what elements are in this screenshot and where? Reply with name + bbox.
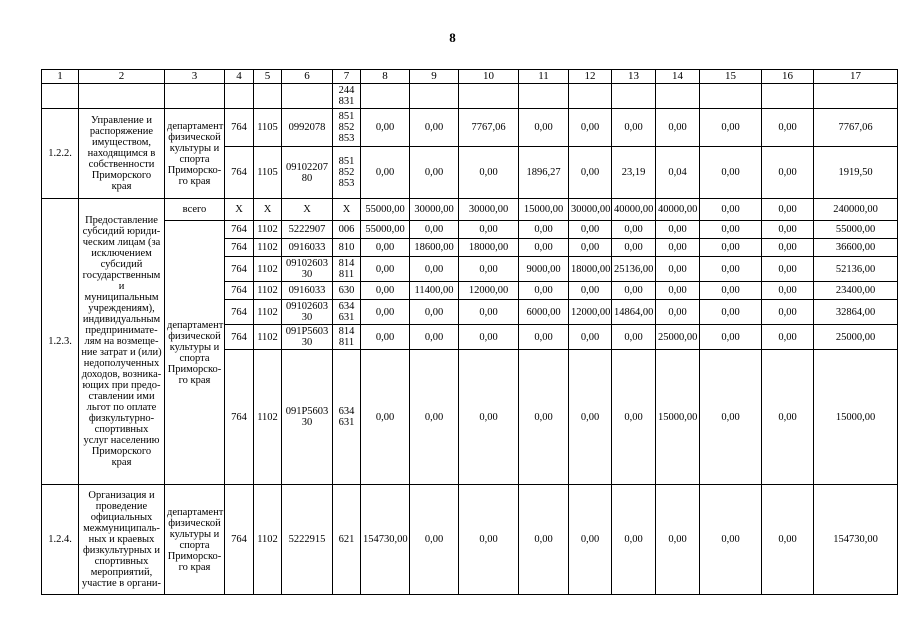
executor-cell: департамент физической культуры и спорта Приморско-го края	[165, 109, 225, 199]
kvr-code-cell: 006	[333, 221, 361, 239]
amount-cell: 0,00	[361, 282, 410, 300]
amount-cell: 0,00	[612, 109, 656, 147]
amount-cell: 0,00	[762, 325, 814, 350]
amount-cell: 0,00	[361, 350, 410, 485]
column-header: 2	[79, 70, 165, 84]
amount-cell: 0,00	[700, 221, 762, 239]
amount-cell: 0,00	[656, 109, 700, 147]
amount-cell: 0,00	[656, 300, 700, 325]
empty-cell	[225, 84, 254, 109]
amount-cell: 0,00	[656, 485, 700, 595]
amount-cell: 0,00	[519, 325, 569, 350]
kcsr-code-cell: 0910220780	[282, 147, 333, 199]
section-code-cell: 1102	[254, 485, 282, 595]
empty-cell	[656, 84, 700, 109]
column-header: 12	[569, 70, 612, 84]
amount-cell: 154730,00	[814, 485, 898, 595]
amount-cell: 0,00	[762, 147, 814, 199]
column-header: 4	[225, 70, 254, 84]
amount-cell: 11400,00	[410, 282, 459, 300]
empty-cell	[459, 84, 519, 109]
amount-cell: 0,00	[612, 325, 656, 350]
kvr-code-cell: 814 811	[333, 325, 361, 350]
amount-cell: 0,00	[612, 350, 656, 485]
grbs-code-cell: 764	[225, 257, 254, 282]
column-header: 3	[165, 70, 225, 84]
row-index: 1.2.4.	[42, 485, 79, 595]
amount-cell: 23400,00	[814, 282, 898, 300]
section-code-cell: 1102	[254, 350, 282, 485]
section-code-cell: X	[254, 199, 282, 221]
grbs-code-cell: 764	[225, 221, 254, 239]
amount-cell: 0,00	[361, 109, 410, 147]
amount-cell: 0,00	[656, 221, 700, 239]
amount-cell: 0,00	[410, 147, 459, 199]
amount-cell: 0,00	[700, 109, 762, 147]
budget-table	[41, 69, 898, 595]
kcsr-code-cell: 5222907	[282, 221, 333, 239]
column-header: 8	[361, 70, 410, 84]
grbs-code-cell: 764	[225, 109, 254, 147]
grbs-code-cell: 764	[225, 350, 254, 485]
amount-cell: 0,00	[410, 350, 459, 485]
amount-cell: 0,00	[410, 300, 459, 325]
amount-cell: 7767,06	[459, 109, 519, 147]
amount-cell: 55000,00	[814, 221, 898, 239]
continuation-row	[42, 84, 898, 109]
column-header: 1	[42, 70, 79, 84]
table-row	[42, 109, 898, 147]
empty-cell	[814, 84, 898, 109]
amount-cell: 36600,00	[814, 239, 898, 257]
column-header: 5	[254, 70, 282, 84]
amount-cell: 0,00	[569, 221, 612, 239]
measure-name: Организация и проведение официальных межмуниципаль-ных и краевых физкультурных и спортивных мероприятий, участие в органи-	[79, 485, 165, 595]
column-header: 15	[700, 70, 762, 84]
amount-cell: 0,00	[612, 221, 656, 239]
amount-cell: 0,00	[762, 485, 814, 595]
amount-cell: 0,00	[569, 325, 612, 350]
column-header: 6	[282, 70, 333, 84]
amount-cell: 0,00	[700, 485, 762, 595]
amount-cell: 0,00	[361, 239, 410, 257]
amount-cell: 0,00	[656, 282, 700, 300]
table-row	[42, 485, 898, 595]
grbs-code-cell: 764	[225, 282, 254, 300]
empty-cell	[79, 84, 165, 109]
empty-cell	[612, 84, 656, 109]
kcsr-code-cell: 0910260330	[282, 257, 333, 282]
amount-cell: 0,00	[700, 257, 762, 282]
amount-cell: 15000,00	[519, 199, 569, 221]
kcsr-code-cell: 0910260330	[282, 300, 333, 325]
kvr-code-cell: X	[333, 199, 361, 221]
executor-total-label: всего	[165, 199, 225, 221]
amount-cell: 0,00	[361, 325, 410, 350]
kvr-code-cell: 851 852 853	[333, 109, 361, 147]
amount-cell: 0,00	[361, 147, 410, 199]
amount-cell: 240000,00	[814, 199, 898, 221]
amount-cell: 0,00	[700, 300, 762, 325]
header-row	[42, 70, 898, 84]
amount-cell: 0,00	[762, 300, 814, 325]
amount-cell: 18000,00	[459, 239, 519, 257]
amount-cell: 154730,00	[361, 485, 410, 595]
amount-cell: 0,00	[762, 239, 814, 257]
empty-cell	[282, 84, 333, 109]
amount-cell: 0,00	[519, 485, 569, 595]
amount-cell: 0,00	[519, 221, 569, 239]
amount-cell: 0,00	[410, 109, 459, 147]
kvr-code-cell: 621	[333, 485, 361, 595]
amount-cell: 0,00	[459, 221, 519, 239]
amount-cell: 0,00	[762, 282, 814, 300]
amount-cell: 25000,00	[656, 325, 700, 350]
amount-cell: 0,04	[656, 147, 700, 199]
amount-cell: 0,00	[459, 350, 519, 485]
amount-cell: 0,00	[569, 282, 612, 300]
amount-cell: 15000,00	[814, 350, 898, 485]
measure-name: Управление и распоряжение имуществом, находящимся в собственности Приморского края	[79, 109, 165, 199]
amount-cell: 0,00	[410, 325, 459, 350]
row-index: 1.2.2.	[42, 109, 79, 199]
amount-cell: 0,00	[519, 282, 569, 300]
amount-cell: 0,00	[569, 109, 612, 147]
amount-cell: 0,00	[361, 257, 410, 282]
amount-cell: 0,00	[700, 325, 762, 350]
empty-cell	[569, 84, 612, 109]
amount-cell: 30000,00	[569, 199, 612, 221]
kcsr-code-cell: 5222915	[282, 485, 333, 595]
kvr-code-cell: 630	[333, 282, 361, 300]
amount-cell: 0,00	[569, 147, 612, 199]
amount-cell: 0,00	[410, 485, 459, 595]
amount-cell: 0,00	[700, 350, 762, 485]
amount-cell: 18600,00	[410, 239, 459, 257]
amount-cell: 0,00	[569, 485, 612, 595]
grbs-code-cell: 764	[225, 485, 254, 595]
amount-cell: 55000,00	[361, 221, 410, 239]
grbs-code-cell: 764	[225, 147, 254, 199]
column-header: 17	[814, 70, 898, 84]
amount-cell: 0,00	[656, 257, 700, 282]
amount-cell: 0,00	[361, 300, 410, 325]
grbs-code-cell: 764	[225, 300, 254, 325]
section-code-cell: 1102	[254, 257, 282, 282]
amount-cell: 23,19	[612, 147, 656, 199]
section-code-cell: 1105	[254, 109, 282, 147]
empty-cell	[254, 84, 282, 109]
empty-cell	[700, 84, 762, 109]
kvr-code-cell: 851 852 853	[333, 147, 361, 199]
column-header: 13	[612, 70, 656, 84]
amount-cell: 25136,00	[612, 257, 656, 282]
amount-cell: 0,00	[519, 109, 569, 147]
section-code-cell: 1102	[254, 239, 282, 257]
amount-cell: 0,00	[569, 239, 612, 257]
amount-cell: 0,00	[700, 282, 762, 300]
empty-cell	[42, 84, 79, 109]
kvr-code-cell: 244 831	[333, 84, 361, 109]
amount-cell: 0,00	[700, 199, 762, 221]
amount-cell: 15000,00	[656, 350, 700, 485]
amount-cell: 0,00	[762, 109, 814, 147]
amount-cell: 0,00	[700, 239, 762, 257]
grbs-code-cell: 764	[225, 325, 254, 350]
amount-cell: 0,00	[762, 257, 814, 282]
amount-cell: 0,00	[612, 282, 656, 300]
empty-cell	[165, 84, 225, 109]
grbs-code-cell: X	[225, 199, 254, 221]
empty-cell	[519, 84, 569, 109]
measure-name: Предоставление субсидий юриди-ческим лицам (за исключением субсидий государственным и муниципальным учреждениям), индивидуальным предпринимате-лям на возмеще-ние затрат и (или) недополученных доходов, возника-ющих при предо-ставлении ими льгот по оплате физкультурно-спортивных услуг населению Приморского края	[79, 199, 165, 485]
amount-cell: 1896,27	[519, 147, 569, 199]
amount-cell: 52136,00	[814, 257, 898, 282]
column-header: 9	[410, 70, 459, 84]
column-header: 14	[656, 70, 700, 84]
amount-cell: 0,00	[519, 350, 569, 485]
kcsr-code-cell: X	[282, 199, 333, 221]
amount-cell: 0,00	[410, 257, 459, 282]
kcsr-code-cell: 0992078	[282, 109, 333, 147]
row-index: 1.2.3.	[42, 199, 79, 485]
amount-cell: 0,00	[612, 485, 656, 595]
amount-cell: 55000,00	[361, 199, 410, 221]
amount-cell: 0,00	[612, 239, 656, 257]
empty-cell	[762, 84, 814, 109]
empty-cell	[361, 84, 410, 109]
amount-cell: 12000,00	[459, 282, 519, 300]
column-header: 7	[333, 70, 361, 84]
amount-cell: 0,00	[410, 221, 459, 239]
column-header: 11	[519, 70, 569, 84]
table-row	[42, 199, 898, 221]
amount-cell: 1919,50	[814, 147, 898, 199]
section-code-cell: 1102	[254, 325, 282, 350]
amount-cell: 0,00	[569, 350, 612, 485]
amount-cell: 0,00	[459, 257, 519, 282]
kcsr-code-cell: 0916033	[282, 282, 333, 300]
amount-cell: 7767,06	[814, 109, 898, 147]
section-code-cell: 1102	[254, 221, 282, 239]
kvr-code-cell: 634 631	[333, 300, 361, 325]
amount-cell: 12000,00	[569, 300, 612, 325]
amount-cell: 40000,00	[656, 199, 700, 221]
kcsr-code-cell: 0916033	[282, 239, 333, 257]
amount-cell: 30000,00	[459, 199, 519, 221]
column-header: 10	[459, 70, 519, 84]
kcsr-code-cell: 091P560330	[282, 325, 333, 350]
section-code-cell: 1102	[254, 282, 282, 300]
grbs-code-cell: 764	[225, 239, 254, 257]
kvr-code-cell: 634 631	[333, 350, 361, 485]
amount-cell: 0,00	[762, 221, 814, 239]
amount-cell: 32864,00	[814, 300, 898, 325]
amount-cell: 30000,00	[410, 199, 459, 221]
kvr-code-cell: 814 811	[333, 257, 361, 282]
amount-cell: 6000,00	[519, 300, 569, 325]
amount-cell: 9000,00	[519, 257, 569, 282]
amount-cell: 40000,00	[612, 199, 656, 221]
amount-cell: 0,00	[459, 325, 519, 350]
column-header: 16	[762, 70, 814, 84]
executor-cell: департамент физической культуры и спорта Приморско-го края	[165, 485, 225, 595]
amount-cell: 0,00	[459, 485, 519, 595]
amount-cell: 0,00	[459, 300, 519, 325]
kcsr-code-cell: 091P560330	[282, 350, 333, 485]
kvr-code-cell: 810	[333, 239, 361, 257]
amount-cell: 0,00	[762, 350, 814, 485]
amount-cell: 0,00	[762, 199, 814, 221]
amount-cell: 0,00	[700, 147, 762, 199]
amount-cell: 0,00	[519, 239, 569, 257]
amount-cell: 0,00	[656, 239, 700, 257]
page-number: 8	[449, 30, 456, 45]
section-code-cell: 1102	[254, 300, 282, 325]
executor-cell: департамент физической культуры и спорта Приморско-го края	[165, 221, 225, 485]
amount-cell: 18000,00	[569, 257, 612, 282]
table-row	[42, 221, 898, 239]
empty-cell	[410, 84, 459, 109]
amount-cell: 14864,00	[612, 300, 656, 325]
amount-cell: 0,00	[459, 147, 519, 199]
section-code-cell: 1105	[254, 147, 282, 199]
amount-cell: 25000,00	[814, 325, 898, 350]
